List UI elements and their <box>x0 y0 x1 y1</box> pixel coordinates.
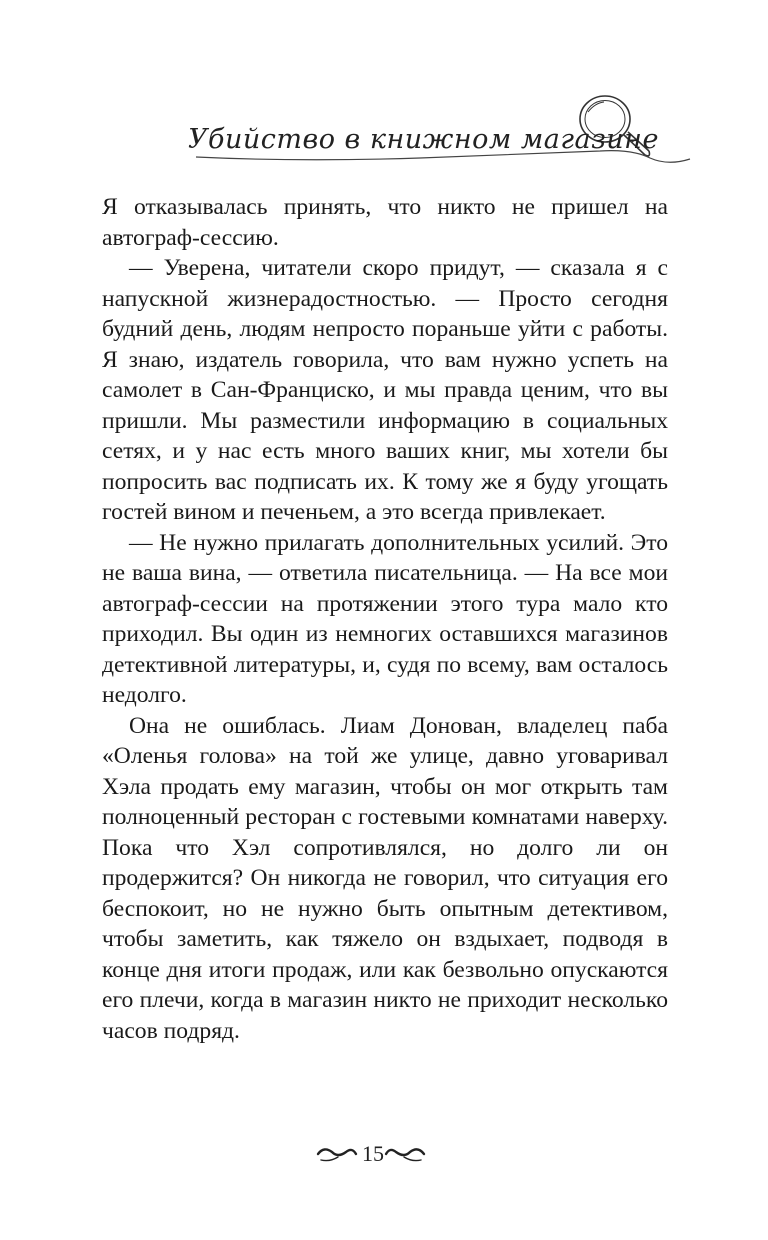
swirl-ornament-icon <box>386 1149 424 1160</box>
page-footer <box>0 1140 768 1170</box>
paragraph: Я отказывалась принять, что никто не пришел на автограф-сессию. <box>102 194 668 251</box>
running-title: Убийство в книжном магазине <box>188 124 659 155</box>
paragraph: — Уверена, читатели скоро придут, — сказала я с напускной жизнерадостностью. — Просто сегодня будний день, людям непросто пораньше уйти с работы. Я знаю, издатель говорила, что вам нужно успеть на самолет в Сан-Франциско, и мы правда ценим, что вы пришли. Мы разместили информацию в социальных сетях, и у нас есть много ваших книг, мы хотели бы попросить вас подписать их. К тому же я буду угощать гостей вином и печеньем, а это всегда привлекает. <box>102 255 668 525</box>
swirl-ornament-icon <box>318 1149 356 1160</box>
paragraph: Она не ошиблась. Лиам Донован, владелец паба «Оленья голова» на той же улице, давно уговаривал Хэла продать ему магазин, чтобы он мог открыть там полноценный ресторан с гостевыми комнатами наверху. Пока что Хэл сопротивлялся, но долго ли он продержится? Он никогда не говорил, что ситуация его беспокоит, но не нужно быть опытным детективом, чтобы заметить, как тяжело он вздыхает, подводя в конце дня итоги продаж, или как безвольно опускаются его плечи, когда в магазин никто не приходит несколько часов подряд. <box>102 712 668 1044</box>
running-header <box>0 88 768 178</box>
page-number: 15 <box>362 1141 384 1166</box>
main-text <box>102 192 668 1046</box>
paragraph: — Не нужно прилагать дополнительных усилий. Это не ваша вина, — ответила писательница. — На все мои автограф-сессии на протяжении этого тура мало кто приходил. Вы один из немногих оставшихся магазинов детективной литературы, и, судя по всему, вам осталось недолго. <box>102 529 668 708</box>
